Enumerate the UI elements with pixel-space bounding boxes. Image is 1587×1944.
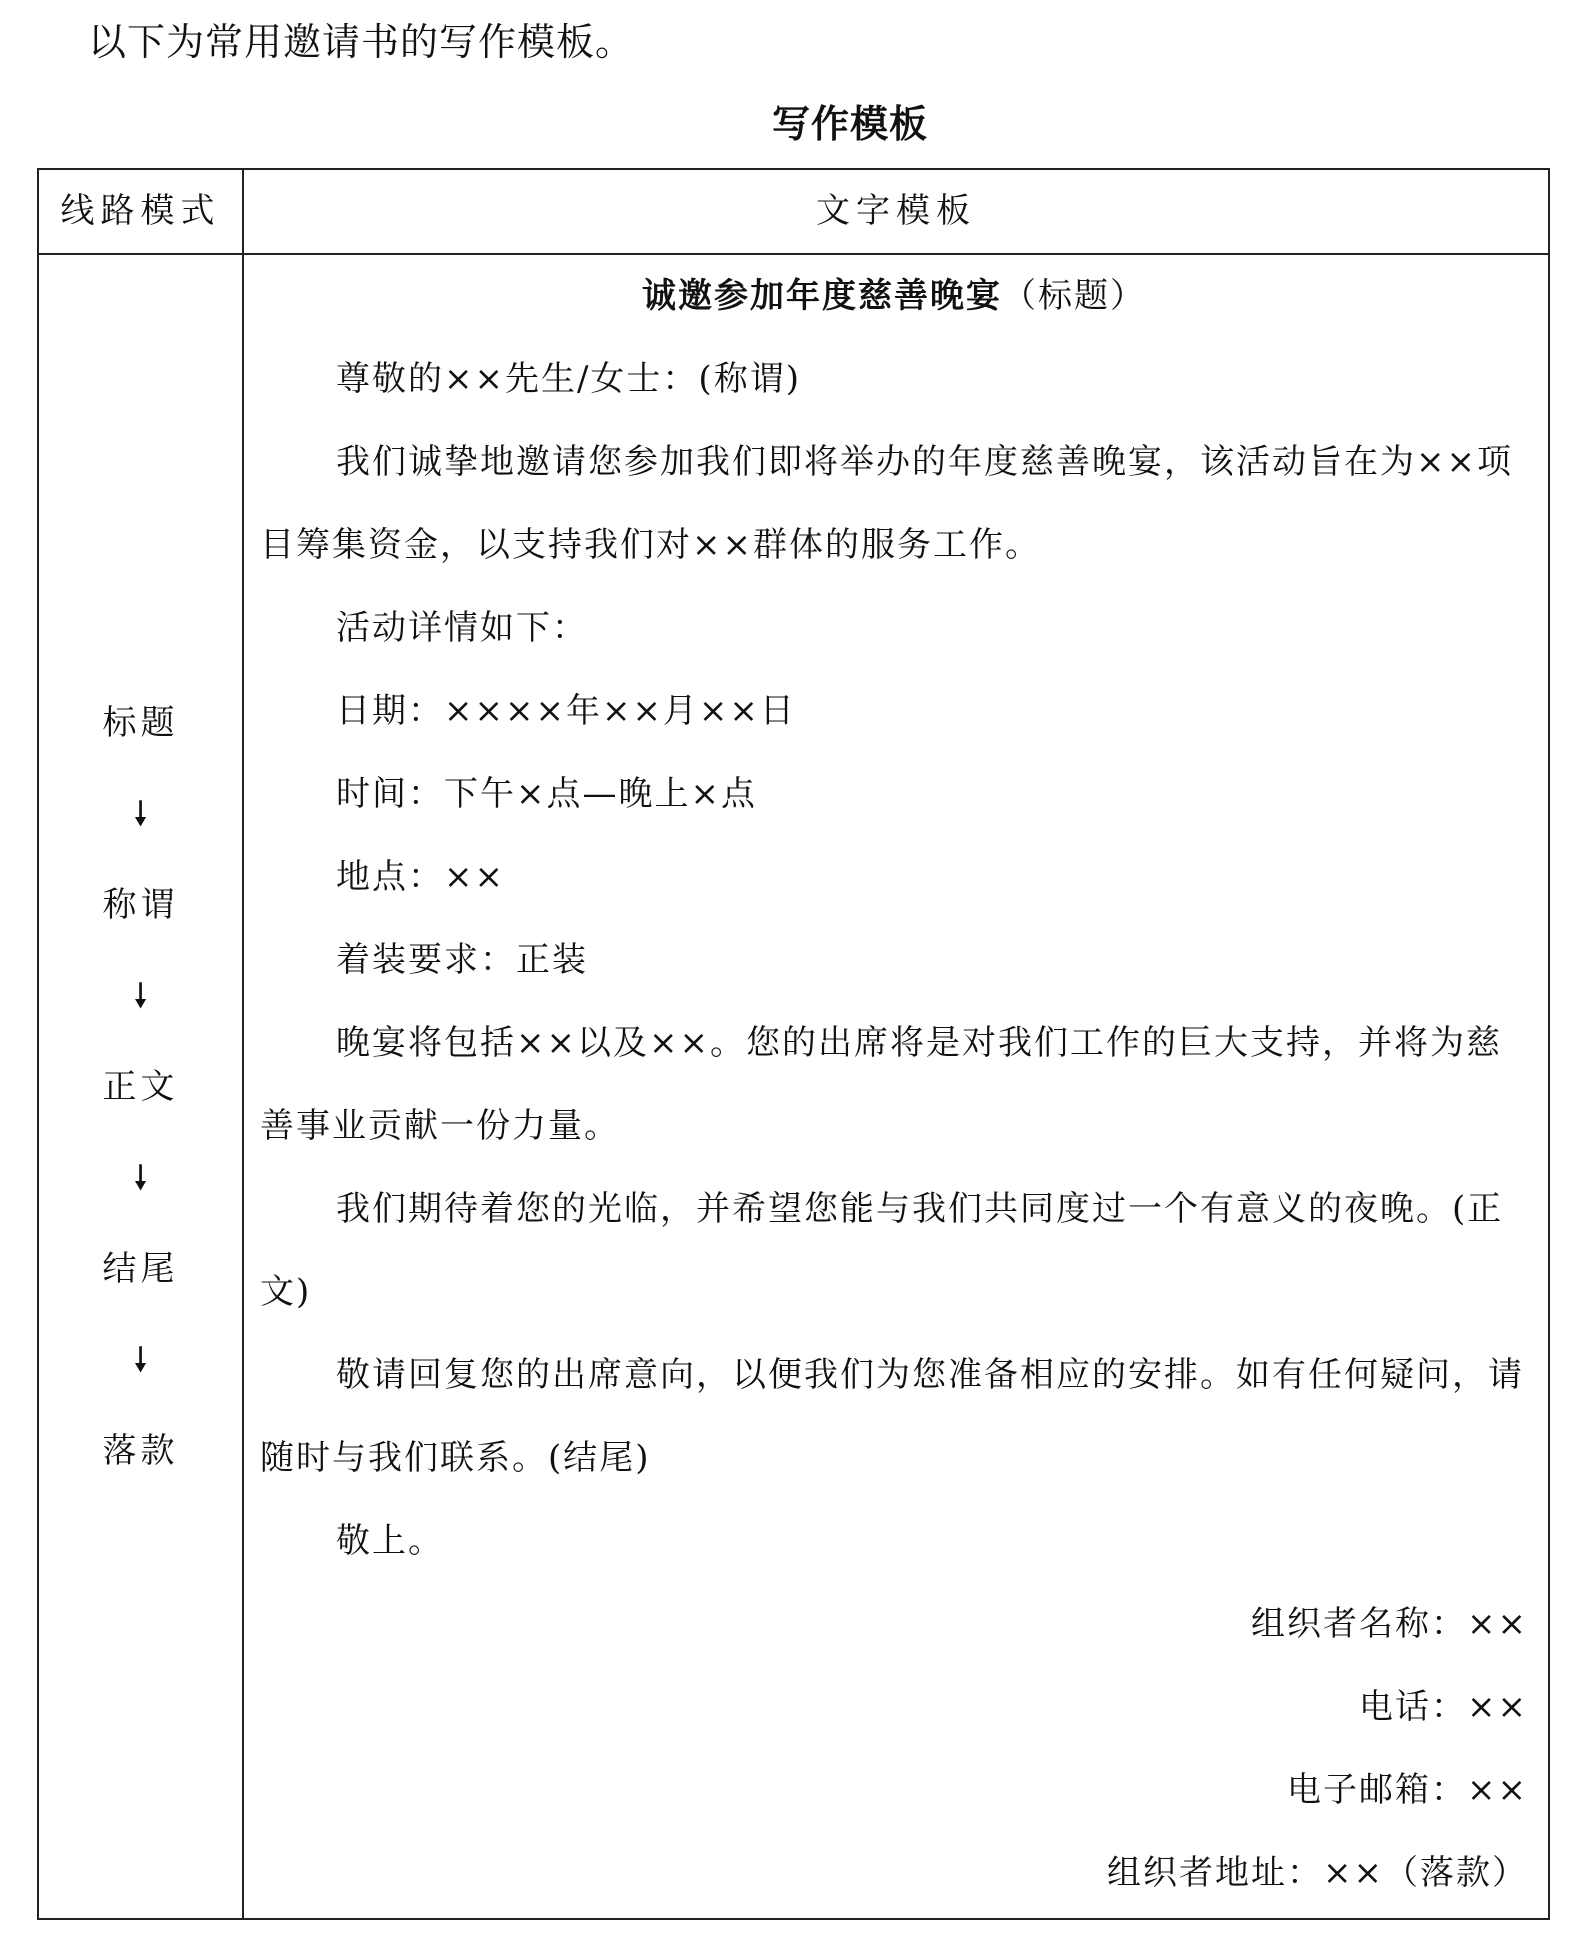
flow-step-closing: 结尾 — [102, 1248, 179, 1289]
letter-date: 日期：××××年××月××日 — [336, 691, 796, 731]
arrow-down-icon: 🠗 — [133, 1339, 148, 1380]
letter-body-paragraph: 晚宴将包括××以及××。您的出席将是对我们工作的巨大支持，并将为慈善事业贡献一份力量。 — [260, 1023, 1502, 1146]
header-text-template: 文字模板 — [816, 191, 976, 231]
flow-step-title: 标题 — [102, 702, 179, 743]
arrow-down-icon: 🠗 — [133, 1157, 148, 1198]
signature-email: 电子邮箱：×× — [1287, 1770, 1528, 1810]
letter-title-text: 诚邀参加年度慈善晚宴 — [642, 276, 1002, 316]
signature-phone: 电话：×× — [1359, 1687, 1528, 1727]
letter-details-intro: 活动详情如下： — [336, 608, 588, 648]
letter-body-paragraph: 我们诚挚地邀请您参加我们即将举办的年度慈善晚宴，该活动旨在为××项目筹集资金，以支持我们对××群体的服务工作。 — [260, 442, 1513, 565]
letter-salutation: 尊敬的××先生/女士：(称谓) — [336, 359, 801, 399]
signature-address: 组织者地址：××（落款） — [1107, 1853, 1528, 1893]
flow-step-salutation: 称谓 — [102, 884, 179, 925]
letter-title — [260, 255, 1528, 338]
flow-step-signature: 落款 — [102, 1430, 179, 1471]
flow-column — [39, 255, 242, 1918]
header-route-mode: 线路模式 — [60, 191, 221, 231]
arrow-down-icon: 🠗 — [133, 793, 148, 834]
template-content — [244, 255, 1548, 1918]
letter-place: 地点：×× — [336, 857, 505, 897]
template-table — [37, 168, 1550, 1920]
flow-step-body: 正文 — [102, 1066, 179, 1107]
letter-closing: 敬请回复您的出席意向，以便我们为您准备相应的安排。如有任何疑问，请随时与我们联系。(结尾) — [260, 1355, 1524, 1478]
letter-dress-code: 着装要求：正装 — [336, 940, 588, 980]
signature-org-name: 组织者名称：×× — [1251, 1604, 1528, 1644]
letter-body-paragraph: 我们期待着您的光临，并希望您能与我们共同度过一个有意义的夜晚。(正文) — [260, 1189, 1504, 1312]
arrow-down-icon: 🠗 — [133, 975, 148, 1016]
letter-title-note: （标题） — [1002, 276, 1146, 316]
letter-respect: 敬上。 — [336, 1521, 444, 1561]
letter-time: 时间：下午×点—晚上×点 — [336, 774, 757, 814]
document-title: 写作模板 — [771, 101, 928, 146]
intro-text: 以下为常用邀请书的写作模板。 — [88, 20, 635, 64]
